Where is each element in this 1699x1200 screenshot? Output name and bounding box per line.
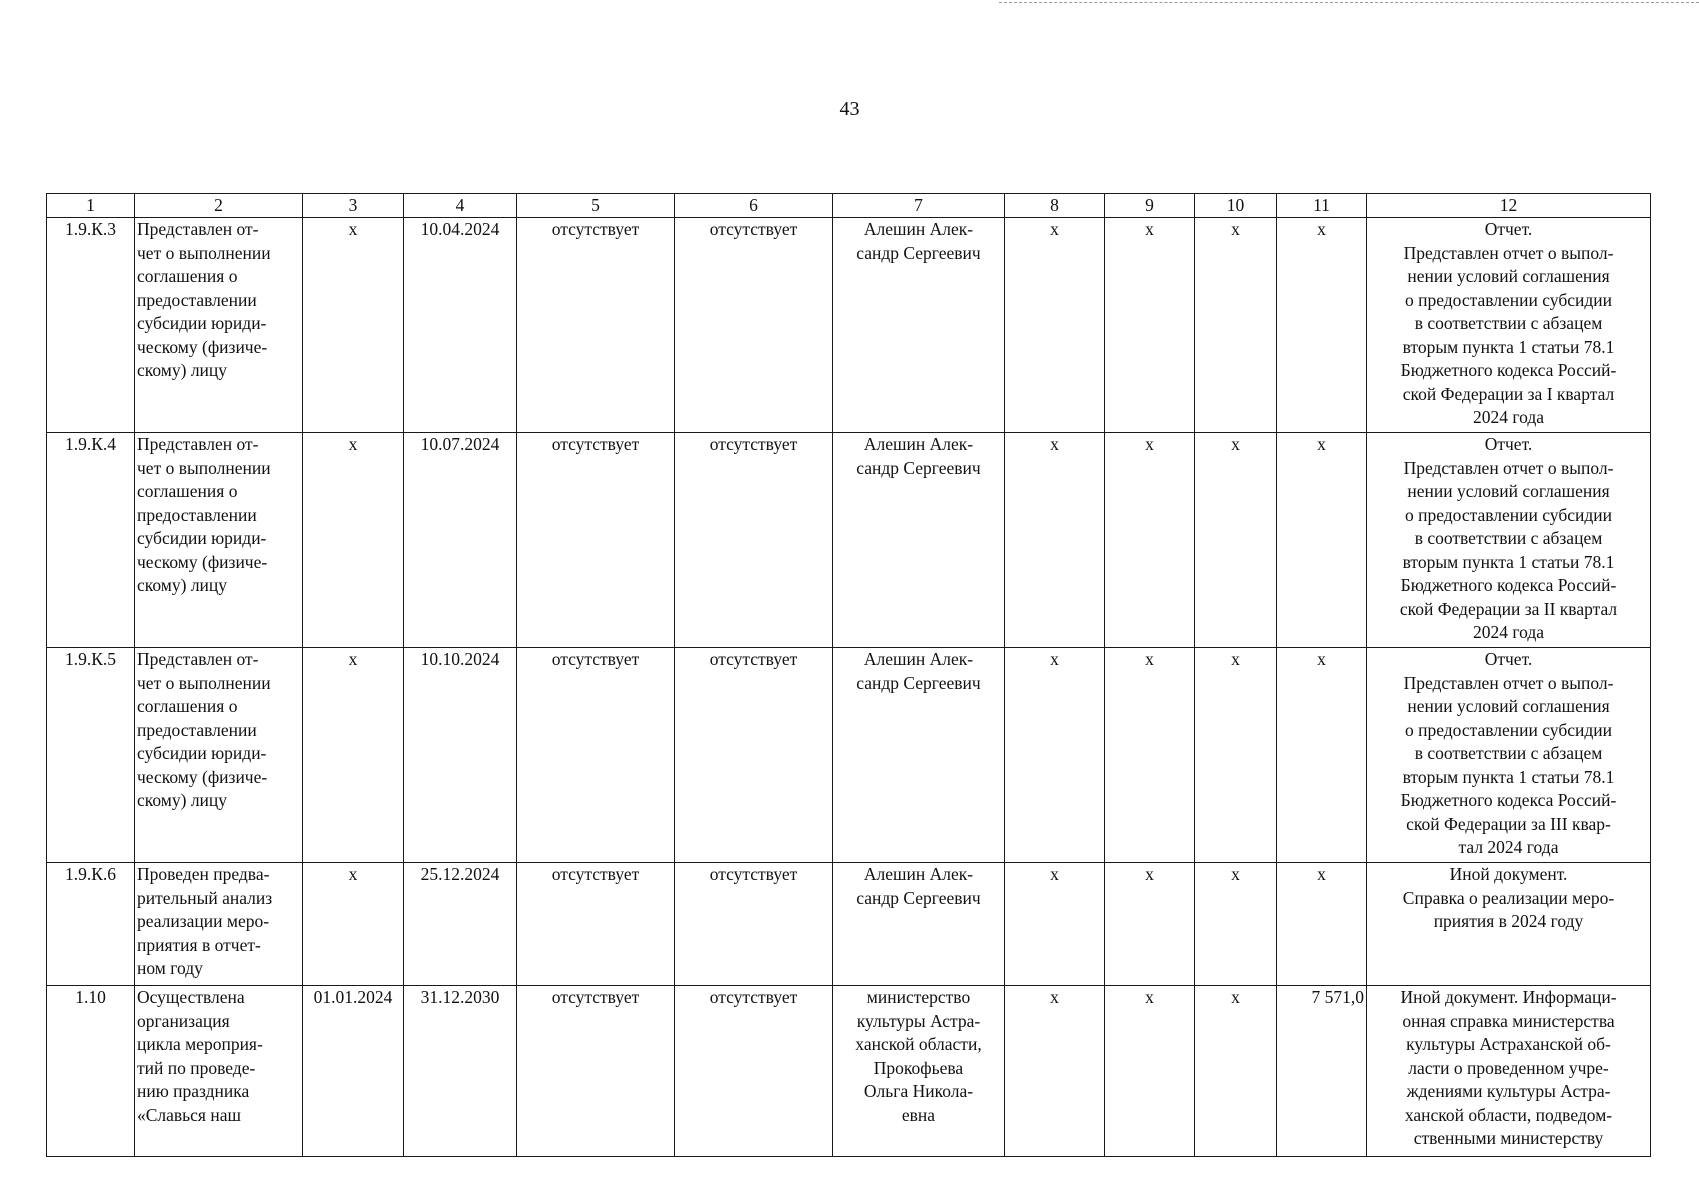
text-line: тий по проведе-	[137, 1057, 256, 1078]
column-header: 4	[404, 194, 517, 218]
column-header: 9	[1105, 194, 1195, 218]
text-line: вторым пункта 1 статьи 78.1	[1402, 551, 1615, 572]
column-header: 6	[675, 194, 833, 218]
text-line: о предоставлении субсидии	[1405, 719, 1612, 740]
text-line: 2024 года	[1472, 407, 1545, 427]
text-line: евна	[901, 1104, 936, 1125]
column-header: 11	[1277, 194, 1367, 218]
cell-col11: х	[1277, 218, 1367, 433]
text-line: министерство	[866, 987, 971, 1007]
text-line: соглашения о	[137, 696, 238, 716]
text-line: ханской области,	[855, 1034, 982, 1054]
text-line: «Славься наш	[137, 1104, 241, 1125]
text-line: предоставлении	[137, 719, 257, 740]
text-line: вторым пункта 1 статьи 78.1	[1402, 336, 1615, 357]
text-line: нении условий соглашения	[1407, 266, 1610, 286]
text-line: скому) лицу	[137, 360, 228, 380]
text-line: приятия в 2024 году	[1433, 911, 1584, 931]
row-number: 1.10	[47, 986, 135, 1157]
column-header: 8	[1005, 194, 1105, 218]
column-header: 12	[1367, 194, 1651, 218]
text-line: ческому (физиче-	[137, 336, 268, 357]
responsible-person	[833, 986, 1005, 1157]
text-line: 2024 года	[1472, 622, 1545, 642]
row-number: 1.9.К.3	[47, 218, 135, 433]
text-line: ственными министерству	[1413, 1128, 1604, 1148]
text-line: рительный анализ	[137, 887, 273, 908]
text-line: ханской области, подведом-	[1404, 1104, 1613, 1125]
cell-col5: отсутствует	[517, 218, 675, 433]
text-line: приятия в отчет-	[137, 934, 261, 955]
text-line: Представлен отчет о выпол-	[1403, 242, 1614, 263]
column-header: 5	[517, 194, 675, 218]
scan-edge-marks	[999, 2, 1699, 7]
cell-col10: х	[1195, 863, 1277, 986]
text-line: Алешин Алек-	[863, 219, 974, 239]
responsible-person	[833, 863, 1005, 986]
text-line: культуры Астраханской об-	[1406, 1034, 1611, 1054]
text-line: Алешин Алек-	[863, 649, 974, 669]
text-line: Прокофьева	[873, 1057, 964, 1078]
text-line: в соответствии с абзацем	[1414, 528, 1603, 548]
text-line: ждениями культуры Астра-	[1406, 1081, 1611, 1101]
cell-col11: х	[1277, 433, 1367, 648]
text-line: культуры Астра-	[856, 1010, 981, 1031]
text-line: Представлен отчет о выпол-	[1403, 672, 1614, 693]
result-document	[1367, 986, 1651, 1157]
text-line: ческому (физиче-	[137, 766, 268, 787]
text-line: ческому (физиче-	[137, 551, 268, 572]
table-row	[47, 648, 1651, 863]
row-number: 1.9.К.4	[47, 433, 135, 648]
funding-amount: 7 571,0	[1277, 986, 1367, 1157]
text-line: Ольга Никола-	[863, 1081, 974, 1101]
cell-col6: отсутствует	[675, 218, 833, 433]
text-line: Бюджетного кодекса Россий-	[1400, 575, 1617, 595]
text-line: цикла мероприя-	[137, 1034, 263, 1054]
text-line: сандр Сергеевич	[856, 457, 981, 478]
event-name	[135, 218, 303, 433]
column-header: 7	[833, 194, 1005, 218]
result-document	[1367, 648, 1651, 863]
end-date: 25.12.2024	[404, 863, 517, 986]
result-document	[1367, 863, 1651, 986]
event-name	[135, 648, 303, 863]
text-line: чет о выполнении	[137, 457, 271, 478]
start-date: х	[303, 648, 404, 863]
text-line: онная справка министерства	[1402, 1010, 1615, 1031]
end-date: 10.07.2024	[404, 433, 517, 648]
text-line: о предоставлении субсидии	[1405, 289, 1612, 310]
row-number: 1.9.К.5	[47, 648, 135, 863]
text-line: Проведен предва-	[137, 864, 270, 884]
end-date: 10.04.2024	[404, 218, 517, 433]
text-line: Бюджетного кодекса Россий-	[1400, 360, 1617, 380]
event-name	[135, 863, 303, 986]
column-header: 3	[303, 194, 404, 218]
event-name	[135, 986, 303, 1157]
cell-col5: отсутствует	[517, 648, 675, 863]
cell-col6: отсутствует	[675, 433, 833, 648]
cell-col8: х	[1005, 986, 1105, 1157]
table-row	[47, 863, 1651, 986]
result-document	[1367, 218, 1651, 433]
cell-col10: х	[1195, 986, 1277, 1157]
text-line: соглашения о	[137, 266, 238, 286]
column-header: 2	[135, 194, 303, 218]
responsible-person	[833, 648, 1005, 863]
text-line: чет о выполнении	[137, 672, 271, 693]
text-line: Представлен от-	[137, 434, 259, 454]
text-line: субсидии юриди-	[137, 743, 267, 763]
cell-col8: х	[1005, 218, 1105, 433]
start-date: х	[303, 863, 404, 986]
text-line: субсидии юриди-	[137, 313, 267, 333]
text-line: Отчет.	[1484, 219, 1533, 239]
result-document	[1367, 433, 1651, 648]
table-row	[47, 433, 1651, 648]
event-name	[135, 433, 303, 648]
text-line: предоставлении	[137, 504, 257, 525]
text-line: вторым пункта 1 статьи 78.1	[1402, 766, 1615, 787]
text-line: сандр Сергеевич	[856, 887, 981, 908]
start-date: х	[303, 218, 404, 433]
column-header: 1	[47, 194, 135, 218]
text-line: Отчет.	[1484, 649, 1533, 669]
end-date: 10.10.2024	[404, 648, 517, 863]
cell-col9: х	[1105, 986, 1195, 1157]
cell-col6: отсутствует	[675, 863, 833, 986]
text-line: ном году	[137, 958, 203, 978]
header-row	[47, 194, 1651, 218]
cell-col10: х	[1195, 218, 1277, 433]
text-line: Иной документ.	[1449, 864, 1568, 884]
text-line: Алешин Алек-	[863, 434, 974, 454]
table-row	[47, 218, 1651, 433]
text-line: сандр Сергеевич	[856, 242, 981, 263]
cell-col6: отсутствует	[675, 986, 833, 1157]
text-line: Представлен от-	[137, 219, 259, 239]
text-line: Осуществлена	[137, 987, 245, 1007]
cell-col5: отсутствует	[517, 433, 675, 648]
text-line: Алешин Алек-	[863, 864, 974, 884]
page-number: 43	[839, 98, 860, 120]
text-line: скому) лицу	[137, 790, 228, 810]
text-line: ской Федерации за II квартал	[1399, 598, 1618, 619]
text-line: чет о выполнении	[137, 242, 271, 263]
text-line: ской Федерации за III квар-	[1406, 813, 1611, 834]
text-line: Бюджетного кодекса Россий-	[1400, 790, 1617, 810]
table-row	[47, 986, 1651, 1157]
text-line: Отчет.	[1484, 434, 1533, 454]
cell-col11: х	[1277, 863, 1367, 986]
text-line: нении условий соглашения	[1407, 481, 1610, 501]
text-line: соглашения о	[137, 481, 238, 501]
responsible-person	[833, 433, 1005, 648]
text-line: организация	[137, 1010, 230, 1031]
column-header: 10	[1195, 194, 1277, 218]
text-line: реализации меро-	[137, 911, 270, 931]
cell-col6: отсутствует	[675, 648, 833, 863]
end-date: 31.12.2030	[404, 986, 517, 1157]
text-line: Представлен отчет о выпол-	[1403, 457, 1614, 478]
cell-col8: х	[1005, 433, 1105, 648]
text-line: нию праздника	[137, 1081, 250, 1101]
text-line: Представлен от-	[137, 649, 259, 669]
cell-col9: х	[1105, 863, 1195, 986]
text-line: субсидии юриди-	[137, 528, 267, 548]
text-line: тал 2024 года	[1458, 837, 1559, 857]
cell-col5: отсутствует	[517, 986, 675, 1157]
text-line: скому) лицу	[137, 575, 228, 595]
text-line: нении условий соглашения	[1407, 696, 1610, 716]
text-line: Иной документ. Информаци-	[1400, 987, 1617, 1007]
row-number: 1.9.К.6	[47, 863, 135, 986]
start-date: х	[303, 433, 404, 648]
plan-table	[46, 193, 1651, 1157]
cell-col9: х	[1105, 648, 1195, 863]
text-line: предоставлении	[137, 289, 257, 310]
text-line: Справка о реализации меро-	[1402, 887, 1615, 908]
text-line: ласти о проведенном учре-	[1408, 1057, 1609, 1078]
start-date: 01.01.2024	[303, 986, 404, 1157]
text-line: в соответствии с абзацем	[1414, 743, 1603, 763]
text-line: в соответствии с абзацем	[1414, 313, 1603, 333]
cell-col9: х	[1105, 433, 1195, 648]
cell-col8: х	[1005, 863, 1105, 986]
text-line: ской Федерации за I квартал	[1402, 383, 1615, 404]
cell-col9: х	[1105, 218, 1195, 433]
cell-col8: х	[1005, 648, 1105, 863]
text-line: о предоставлении субсидии	[1405, 504, 1612, 525]
responsible-person	[833, 218, 1005, 433]
text-line: сандр Сергеевич	[856, 672, 981, 693]
cell-col10: х	[1195, 433, 1277, 648]
cell-col5: отсутствует	[517, 863, 675, 986]
cell-col10: х	[1195, 648, 1277, 863]
cell-col11: х	[1277, 648, 1367, 863]
